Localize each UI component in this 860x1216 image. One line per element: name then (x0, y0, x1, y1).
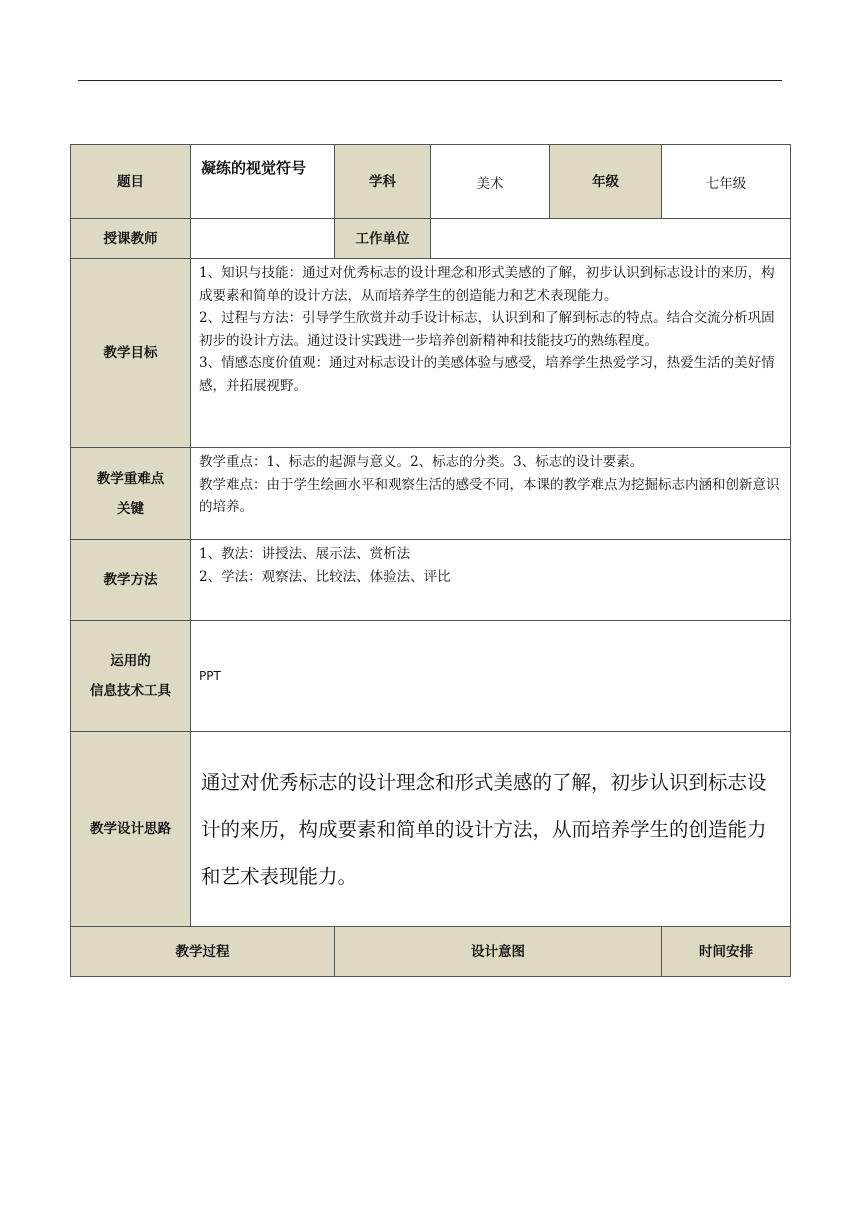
row-design (71, 732, 791, 927)
keypoints-label-line2: 关键 (117, 500, 144, 517)
header-rule (78, 80, 782, 81)
row-tools (71, 621, 791, 732)
design-label: 教学设计思路 (71, 732, 191, 927)
objective-item: 1、知识与技能：通过对优秀标志的设计理念和形式美感的了解，初步认识到标志设计的来历，构成要素和简单的设计方法，从而培养学生的创造能力和艺术表现能力。 (199, 265, 775, 304)
keypoints-content (191, 448, 791, 540)
tools-label-line2: 信息技术工具 (90, 683, 171, 699)
teacher-value (191, 219, 335, 259)
row-footer (71, 927, 791, 977)
objective-item: 3、情感态度价值观：通过对标志设计的美感体验与感受，培养学生热爱学习，热爱生活的美好情感，并拓展视野。 (199, 355, 775, 394)
keypoints-label (71, 448, 191, 540)
tools-value: PPT (191, 621, 791, 732)
methods-content (191, 540, 791, 621)
objectives-content (191, 259, 791, 448)
design-value: 通过对优秀标志的设计理念和形式美感的了解，初步认识到标志设计的来历，构成要素和简单的设计方法，从而培养学生的创造能力和艺术表现能力。 (191, 732, 791, 927)
keypoints-label-line1: 教学重难点 (96, 470, 165, 487)
title-value: 凝练的视觉符号 (191, 145, 335, 219)
unit-label: 工作单位 (335, 219, 431, 259)
row-title (71, 145, 791, 219)
process-header: 教学过程 (71, 927, 335, 977)
title-label: 题目 (71, 145, 191, 219)
keypoint-item: 教学重点：1、标志的起源与意义。2、标志的分类。3、标志的设计要素。 (199, 454, 644, 470)
row-teacher (71, 219, 791, 259)
keypoint-item: 教学难点：由于学生绘画水平和观察生活的感受不同，本课的教学难点为挖掘标志内涵和创新意识的培养。 (199, 476, 780, 515)
unit-value (431, 219, 791, 259)
subject-value: 美术 (431, 145, 550, 219)
method-item: 1、教法：讲授法、展示法、赏析法 (199, 546, 411, 562)
row-methods (71, 540, 791, 621)
teacher-label: 授课教师 (71, 219, 191, 259)
subject-label: 学科 (335, 145, 431, 219)
row-objectives (71, 259, 791, 448)
methods-label: 教学方法 (71, 540, 191, 621)
tools-label-line1: 运用的 (110, 653, 151, 669)
lesson-plan-table (70, 144, 791, 977)
method-item: 2、学法：观察法、比较法、体验法、评比 (199, 568, 451, 585)
objective-item: 2、过程与方法：引导学生欣赏并动手设计标志，认识到和了解到标志的特点。结合交流分析巩固初步的设计方法。通过设计实践进一步培养创新精神和技能技巧的熟练程度。 (199, 310, 775, 349)
intent-header: 设计意图 (335, 927, 662, 977)
tools-label (71, 621, 191, 732)
grade-value: 七年级 (662, 145, 791, 219)
grade-label: 年级 (550, 145, 662, 219)
objectives-label: 教学目标 (71, 259, 191, 448)
time-header: 时间安排 (662, 927, 791, 977)
row-keypoints (71, 448, 791, 540)
